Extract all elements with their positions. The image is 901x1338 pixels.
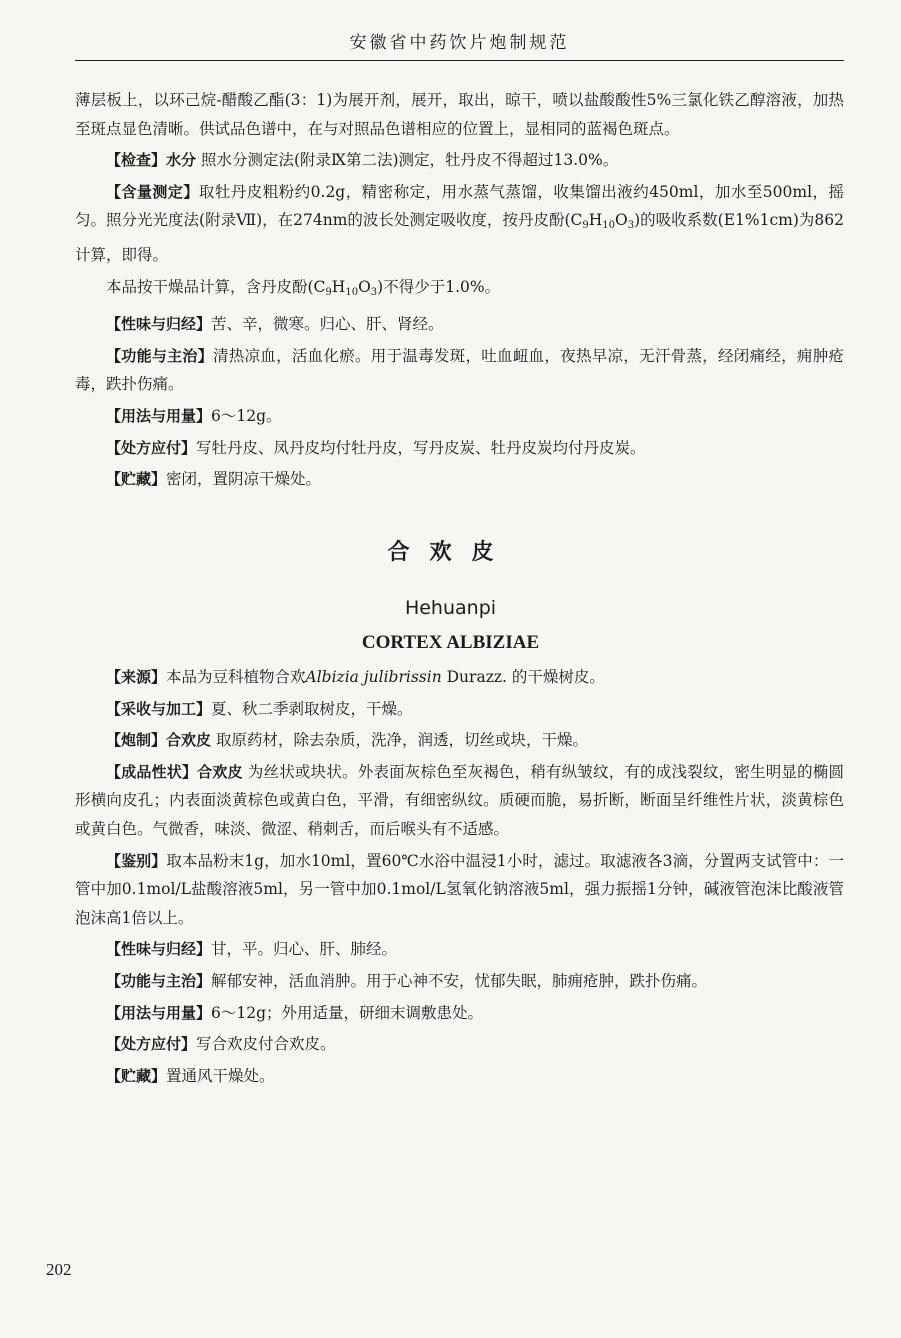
content-text: H <box>331 277 346 296</box>
usage-tag: 【用法与用量】 <box>106 406 212 425</box>
properties-text: 为丝状或块状。外表面灰棕色至灰褐色，稍有纵皱纹，有的成浅裂纹，密生明显的椭圆形横向皮孔；内表面淡黄棕色或黄白色，平滑，有细密纵纹。质硬而脆，易折断，断面呈纤维性片状，淡黄棕色或黄白色。气微香，味淡、微涩、稍刺舌，而后喉头有不适感。 <box>75 762 844 838</box>
tlc-paragraph: 薄层板上，以环己烷-醋酸乙酯(3：1)为展开剂，展开，取出，晾干，喷以盐酸酸性5%三氯化铁乙醇溶液，加热至斑点显色清晰。供试品色谱中，在与对照品色谱相应的位置上，显相同的蓝褐色斑点。 <box>75 91 844 138</box>
subscript: 3 <box>370 286 378 298</box>
function-text: 解郁安神，活血消肿。用于心神不安，忧郁失眠，肺痈疮肿，跌扑伤痛。 <box>211 971 708 990</box>
source-tag: 【来源】 <box>106 668 167 686</box>
function-paragraph <box>75 967 844 996</box>
subscript: 10 <box>602 220 615 232</box>
assay-tag: 【含量测定】 <box>106 182 199 201</box>
prescription-tag: 【处方应付】 <box>106 438 197 457</box>
prescription-text: 写牡丹皮、凤丹皮均付牡丹皮，写丹皮炭、牡丹皮炭均付丹皮炭。 <box>196 438 646 457</box>
function-tag: 【功能与主治】 <box>106 971 212 990</box>
herb-pinyin: Hehuanpi <box>404 597 497 619</box>
storage-text: 密闭，置阴凉干燥处。 <box>166 470 322 489</box>
identification-text: 取本品粉末1g，加水10ml，置60℃水浴中温浸1小时，滤过。取滤液各3滴，分置两支试管中：一管中加0.1mol/L盐酸溶液5ml，另一管中加0.1mol/L氢氧化钠溶液5ml，强力振摇1分钟，碱液管泡沫比酸液管泡沫高1倍以上。 <box>75 851 844 927</box>
storage-paragraph <box>75 1062 844 1091</box>
processing-paragraph <box>75 726 844 755</box>
nature-paragraph <box>75 310 844 339</box>
storage-paragraph <box>75 465 844 494</box>
assay-paragraph <box>75 178 844 270</box>
source-paragraph <box>75 663 844 692</box>
source-text: Durazz. 的干燥树皮。 <box>441 668 605 686</box>
harvest-tag: 【采收与加工】 <box>106 699 212 718</box>
identification-paragraph <box>75 847 844 933</box>
subscript: 10 <box>345 286 359 298</box>
assay-text: )的吸收系数(E1%1cm)为862计算，即得。 <box>75 211 844 264</box>
usage-tag: 【用法与用量】 <box>106 1003 212 1022</box>
function-text: 清热凉血，活血化瘀。用于温毒发斑，吐血衄血，夜热早凉，无汗骨蒸，经闭痛经，痈肿疮毒，跌扑伤痛。 <box>75 346 844 394</box>
harvest-text: 夏、秋二季剥取树皮，干燥。 <box>211 699 413 718</box>
check-text: 照水分测定法(附录Ⅸ第二法)测定，牡丹皮不得超过13.0%。 <box>196 151 619 170</box>
content-paragraph <box>75 273 844 308</box>
properties-paragraph <box>75 758 844 844</box>
prescription-text: 写合欢皮付合欢皮。 <box>196 1035 336 1054</box>
species-name: Albizia julibrissin <box>305 668 442 686</box>
properties-tag: 【成品性状】合欢皮 <box>106 762 243 781</box>
subscript: 3 <box>627 220 635 232</box>
check-paragraph <box>75 146 844 175</box>
harvest-paragraph <box>75 695 844 724</box>
subscript: 9 <box>325 286 332 298</box>
nature-text: 苦、辛，微寒。归心、肝、肾经。 <box>211 315 444 334</box>
assay-text: O <box>615 211 628 230</box>
source-text: 本品为豆科植物合欢 <box>166 668 306 686</box>
herb-title: 合欢皮 <box>387 540 514 565</box>
content-text: 本品按干燥品计算，含丹皮酚(C <box>106 277 326 296</box>
processing-text: 取原药材，除去杂质，洗净，润透，切丝或块，干燥。 <box>211 731 588 750</box>
section-albizia-bark <box>75 663 844 1093</box>
prescription-tag: 【处方应付】 <box>106 1035 197 1054</box>
usage-paragraph <box>75 402 844 431</box>
assay-text: H <box>588 211 603 230</box>
storage-tag: 【贮藏】 <box>106 470 167 489</box>
identification-tag: 【鉴别】 <box>106 851 167 870</box>
function-tag: 【功能与主治】 <box>106 346 213 365</box>
content-text: O <box>358 277 371 296</box>
subscript: 9 <box>582 220 589 232</box>
processing-tag: 【炮制】合欢皮 <box>106 731 212 750</box>
usage-text: 6～12g。 <box>211 406 282 425</box>
check-tag: 【检查】水分 <box>106 151 197 170</box>
nature-tag: 【性味与归经】 <box>106 315 212 334</box>
usage-paragraph <box>75 999 844 1028</box>
running-header: 安徽省中药饮片炮制规范 <box>75 26 844 61</box>
usage-text: 6～12g；外用适量，研细末调敷患处。 <box>211 1003 484 1022</box>
storage-text: 置通风干燥处。 <box>166 1066 275 1085</box>
herb-latin-name: CORTEX ALBIZIAE <box>361 632 540 653</box>
nature-paragraph <box>75 935 844 964</box>
storage-tag: 【贮藏】 <box>106 1066 167 1085</box>
content-text: )不得少于1.0%。 <box>377 277 501 296</box>
page-number: 202 <box>46 1260 72 1279</box>
assay-text: 取牡丹皮粗粉约0.2g，精密称定，用水蒸气蒸馏，收集馏出液约450ml，加水至500ml，摇匀。照分光光度法(附录Ⅶ)，在274nm的波长处测定吸收度，按丹皮酚(C <box>75 182 844 230</box>
section-peony-bark-continued <box>75 86 844 497</box>
function-paragraph <box>75 342 844 399</box>
nature-text: 甘，平。归心、肝、肺经。 <box>211 940 398 959</box>
prescription-paragraph <box>75 434 844 463</box>
prescription-paragraph <box>75 1030 844 1059</box>
nature-tag: 【性味与归经】 <box>106 940 212 959</box>
